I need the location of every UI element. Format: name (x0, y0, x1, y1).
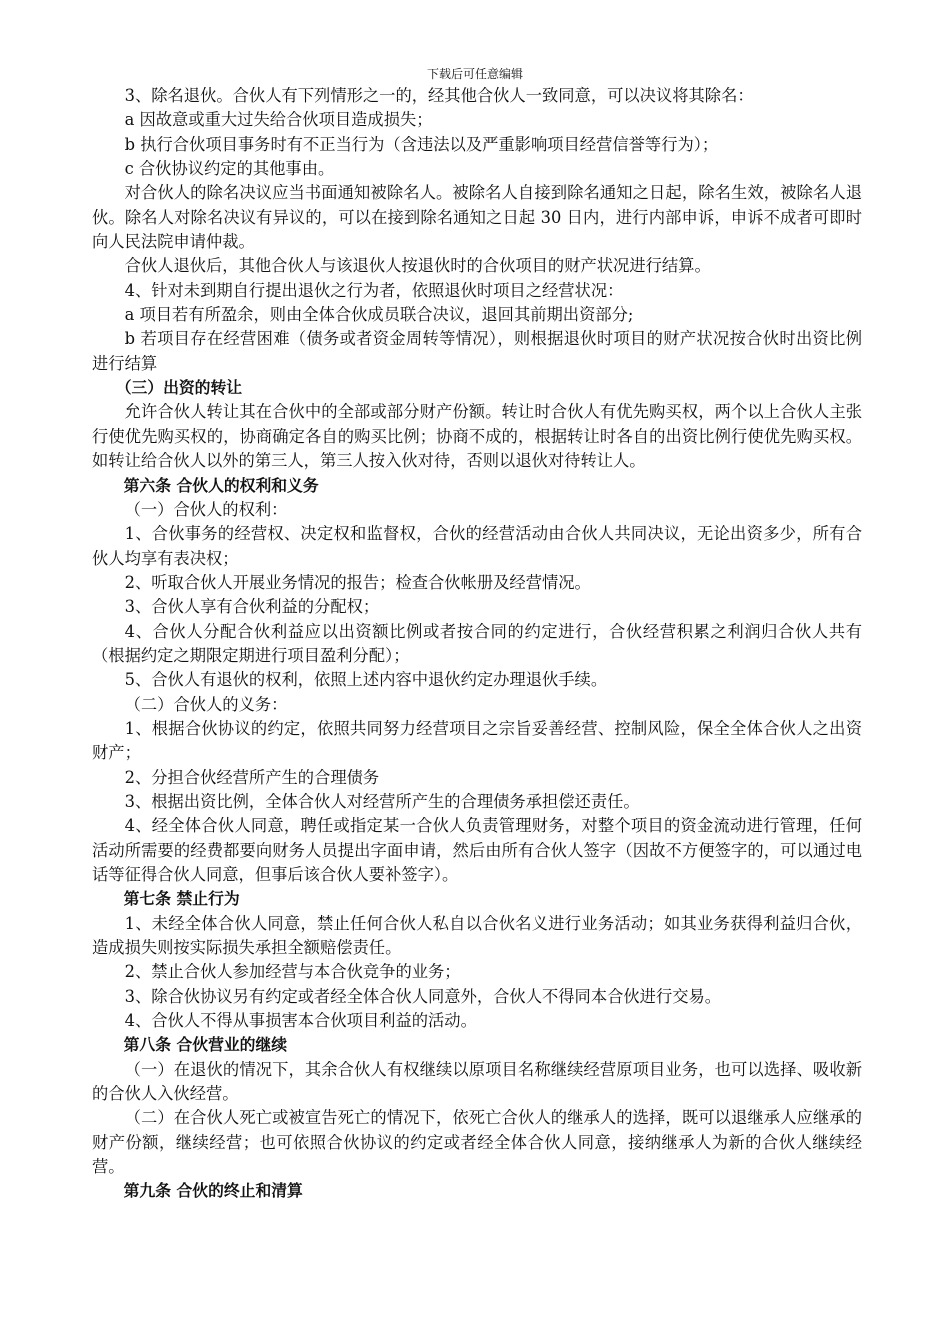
paragraph: 4、合伙人分配合伙利益应以出资额比例或者按合同的约定进行，合伙经营积累之利润归合伙人共有（根据约定之期限定期进行项目盈利分配）； (92, 621, 862, 665)
paragraph: 4、经全体合伙人同意，聘任或指定某一合伙人负责管理财务，对整个项目的资金流动进行管理，任何活动所需要的经费都要向财务人员提出字面申请，然后由所有合伙人签字（因故不方便签字的，可以通过电话等征得合伙人同意，但事后该合伙人要补签字）。 (92, 816, 862, 884)
paragraph: 合伙人退伙后，其他合伙人与该退伙人按退伙时的合伙项目的财产状况进行结算。 (124, 256, 711, 276)
page-header: 下载后可任意编辑 (426, 67, 523, 81)
paragraph: 1、根据合伙协议的约定，依照共同努力经营项目之宗旨妥善经营、控制风险，保全全体合伙人之出资财产； (92, 718, 862, 763)
paragraph: 3、除名退伙。合伙人有下列情形之一的，经其他合伙人一致同意，可以决议将其除名： (124, 86, 754, 105)
paragraph: 允许合伙人转让其在合伙中的全部或部分财产份额。转让时合伙人有优先购买权，两个以上合伙人主张行使优先购买权的，协商确定各自的购买比例；协商不成的，根据转让时各自的出资比例行使优先购买权。如转让给合伙人以外的第三人，第三人按入伙对待，否则以退伙对待转让人。 (92, 402, 862, 471)
section-heading: （三）出资的转让 (115, 378, 243, 398)
paragraph: 2、分担合伙经营所产生的合理债务 (124, 767, 380, 787)
paragraph: 对合伙人的除名决议应当书面通知被除名人。被除名人自接到除名通知之日起，除名生效，被除名人退伙。除名人对除名决议有异议的，可以在接到除名通知之日起 30 日内，进行内部申诉，申诉不成者可即时向人民法院申请仲裁。 (92, 183, 862, 252)
paragraph: （二）在合伙人死亡或被宣告死亡的情况下，依死亡合伙人的继承人的选择，既可以退继承人应继承的财产份额，继续经营；也可依照合伙协议的约定或者经全体合伙人同意，接纳继承人为新的合伙人继续经营。 (92, 1108, 862, 1177)
paragraph: 3、除合伙协议另有约定或者经全体合伙人同意外，合伙人不得同本合伙进行交易。 (124, 986, 722, 1006)
section-heading: 第八条 合伙营业的继续 (123, 1035, 288, 1055)
paragraph: 5、合伙人有退伙的权利，依照上述内容中退伙约定办理退伙手续。 (124, 670, 608, 690)
paragraph: 1、合伙事务的经营权、决定权和监督权，合伙的经营活动由合伙人共同决议，无论出资多少，所有合伙人均享有表决权； (92, 524, 862, 568)
paragraph: （二）合伙人的义务： (124, 694, 288, 714)
paragraph: 4、合伙人不得从事损害本合伙项目利益的活动。 (124, 1011, 477, 1031)
paragraph: b 若项目存在经营困难（债务或者资金周转等情况），则根据退伙时项目的财产状况按合伙时出资比例进行结算 (92, 329, 862, 373)
section-heading: 第七条 禁止行为 (123, 889, 240, 909)
paragraph: 3、合伙人享有合伙利益的分配权； (124, 597, 380, 617)
paragraph: （一）合伙人的权利： (124, 499, 288, 519)
paragraph: a 项目若有所盈余，则由全体合伙成员联合决议，退回其前期出资部分; (124, 305, 634, 325)
section-heading: 第六条 合伙人的权利和义务 (123, 475, 319, 495)
paragraph: c 合伙协议约定的其他事由。 (124, 159, 335, 179)
paragraph: b 执行合伙项目事务时有不正当行为（含违法以及严重影响项目经营信誉等行为）； (124, 134, 719, 154)
paragraph: 2、禁止合伙人参加经营与本合伙竞争的业务； (124, 962, 461, 982)
paragraph: （一）在退伙的情况下，其余合伙人有权继续以原项目名称继续经营原项目业务，也可以选择、吸收新的合伙人入伙经营。 (92, 1059, 862, 1104)
paragraph: 2、听取合伙人开展业务情况的报告；检查合伙帐册及经营情况。 (124, 572, 591, 592)
paragraph: a 因故意或重大过失给合伙项目造成损失； (124, 110, 433, 130)
paragraph: 4、针对未到期自行提出退伙之行为者，依照退伙时项目之经营状况： (124, 280, 624, 300)
paragraph: 3、根据出资比例，全体合伙人对经营所产生的合理债务承担偿还责任。 (124, 791, 640, 811)
document-body (92, 84, 862, 1204)
section-heading: 第九条 合伙的终止和清算 (123, 1181, 303, 1201)
paragraph: 1、未经全体合伙人同意，禁止任何合伙人私自以合伙名义进行业务活动；如其业务获得利益归合伙，造成损失则按实际损失承担全额赔偿责任。 (92, 913, 862, 958)
